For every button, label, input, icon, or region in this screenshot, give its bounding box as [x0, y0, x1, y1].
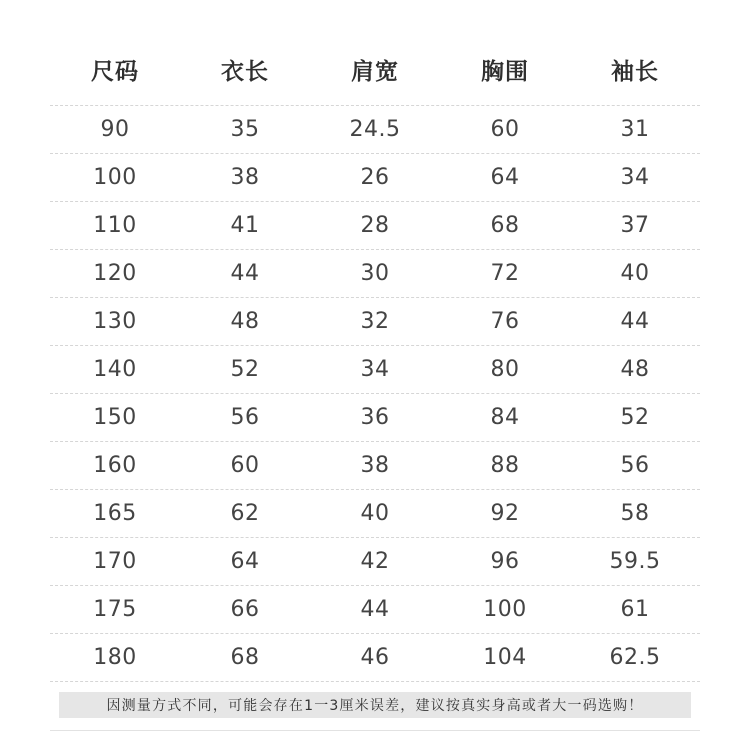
cell-length: 35	[230, 117, 260, 142]
cell-size: 120	[93, 261, 137, 286]
cell-length: 66	[230, 597, 260, 622]
cell-shoulder: 28	[360, 213, 390, 238]
table-row	[50, 490, 700, 538]
cell-length: 64	[230, 549, 260, 574]
header-chest: 胸围	[481, 59, 529, 85]
cell-chest: 96	[490, 549, 520, 574]
cell-length: 62	[230, 501, 260, 526]
cell-length: 60	[230, 453, 260, 478]
cell-size: 140	[93, 357, 137, 382]
table-row	[50, 202, 700, 250]
cell-size: 160	[93, 453, 137, 478]
header-size: 尺码	[91, 59, 139, 85]
cell-length: 48	[230, 309, 260, 334]
header-length: 衣长	[221, 59, 269, 85]
cell-sleeve: 40	[620, 261, 650, 286]
cell-shoulder: 34	[360, 357, 390, 382]
cell-chest: 84	[490, 405, 520, 430]
cell-length: 52	[230, 357, 260, 382]
cell-sleeve: 52	[620, 405, 650, 430]
measurement-note-text: 因测量方式不同，可能会存在1一3厘米误差，建议按真实身高或者大一码选购！	[106, 698, 644, 714]
cell-shoulder: 30	[360, 261, 390, 286]
cell-chest: 60	[490, 117, 520, 142]
cell-size: 100	[93, 165, 137, 190]
cell-shoulder: 32	[360, 309, 390, 334]
cell-shoulder: 24.5	[349, 117, 401, 142]
table-row	[50, 586, 700, 634]
cell-sleeve: 34	[620, 165, 650, 190]
cell-sleeve: 61	[620, 597, 650, 622]
cell-chest: 64	[490, 165, 520, 190]
cell-size: 175	[93, 597, 137, 622]
cell-chest: 88	[490, 453, 520, 478]
cell-shoulder: 36	[360, 405, 390, 430]
cell-chest: 92	[490, 501, 520, 526]
cell-chest: 100	[483, 597, 527, 622]
cell-sleeve: 37	[620, 213, 650, 238]
table-row	[50, 154, 700, 202]
size-chart-table	[50, 34, 700, 682]
cell-size: 130	[93, 309, 137, 334]
table-header-row	[50, 34, 700, 106]
table-row	[50, 538, 700, 586]
table-row	[50, 442, 700, 490]
cell-sleeve: 44	[620, 309, 650, 334]
cell-chest: 104	[483, 645, 527, 670]
cell-size: 180	[93, 645, 137, 670]
cell-shoulder: 38	[360, 453, 390, 478]
cell-shoulder: 42	[360, 549, 390, 574]
table-row	[50, 634, 700, 682]
divider	[50, 730, 700, 731]
cell-shoulder: 40	[360, 501, 390, 526]
cell-shoulder: 44	[360, 597, 390, 622]
cell-length: 56	[230, 405, 260, 430]
cell-length: 68	[230, 645, 260, 670]
cell-length: 44	[230, 261, 260, 286]
header-sleeve: 袖长	[611, 59, 659, 85]
cell-length: 41	[230, 213, 260, 238]
cell-size: 150	[93, 405, 137, 430]
cell-sleeve: 48	[620, 357, 650, 382]
measurement-note	[59, 692, 691, 718]
cell-size: 165	[93, 501, 137, 526]
cell-size: 170	[93, 549, 137, 574]
cell-chest: 80	[490, 357, 520, 382]
cell-shoulder: 26	[360, 165, 390, 190]
cell-size: 90	[100, 117, 130, 142]
cell-sleeve: 62.5	[609, 645, 661, 670]
cell-chest: 76	[490, 309, 520, 334]
header-shoulder: 肩宽	[351, 59, 399, 85]
cell-size: 110	[93, 213, 137, 238]
cell-shoulder: 46	[360, 645, 390, 670]
cell-sleeve: 58	[620, 501, 650, 526]
cell-sleeve: 56	[620, 453, 650, 478]
table-row	[50, 298, 700, 346]
cell-chest: 68	[490, 213, 520, 238]
table-row	[50, 394, 700, 442]
table-body	[50, 106, 700, 682]
cell-sleeve: 31	[620, 117, 650, 142]
cell-length: 38	[230, 165, 260, 190]
cell-chest: 72	[490, 261, 520, 286]
table-row	[50, 250, 700, 298]
cell-sleeve: 59.5	[609, 549, 661, 574]
table-row	[50, 106, 700, 154]
table-row	[50, 346, 700, 394]
